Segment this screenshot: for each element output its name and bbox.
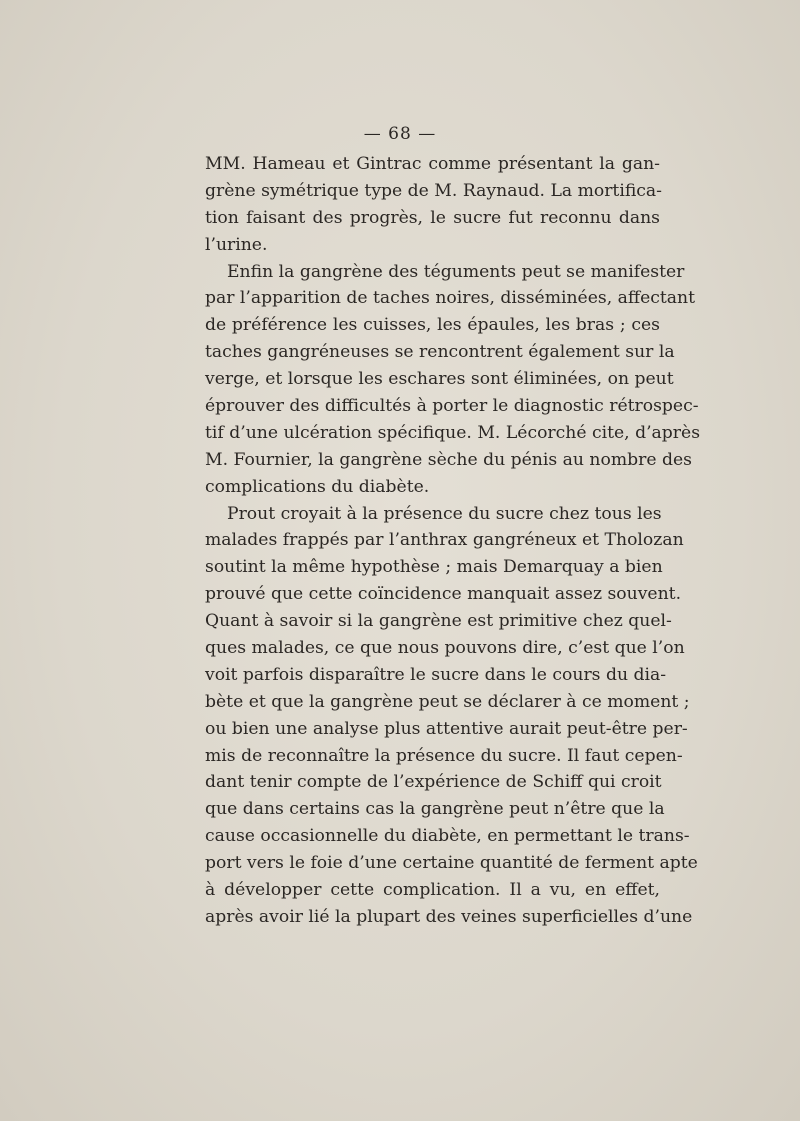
text-line: tif d’une ulcération spécifique. M. Lécorché cite, d’après — [205, 422, 701, 443]
text-line: complications du diabète. — [205, 476, 430, 497]
text-line: voit parfois disparaître le sucre dans le cours du dia- — [205, 664, 667, 685]
text-line: Prout croyait à la présence du sucre chez tous les — [227, 503, 662, 524]
text-line: port vers le foie d’une certaine quantité de ferment apte — [205, 853, 698, 874]
text-line: Enfin la gangrène des téguments peut se manifester — [227, 261, 685, 282]
text-line: éprouver des difficultés à porter le diagnostic rétrospec- — [205, 396, 699, 417]
text-line: grène symétrique type de M. Raynaud. La mortifica- — [205, 180, 662, 201]
text-line: MM. Hameau et Gintrac comme présentant la gan- — [205, 154, 660, 174]
text-line: après avoir lié la plupart des veines superficielles d’une — [205, 906, 693, 927]
text-line: tion faisant des progrès, le sucre fut reconnu dans — [205, 207, 660, 228]
text-line: soutint la même hypothèse ; mais Demarquay a bien — [205, 557, 663, 578]
text-line: verge, et lorsque les eschares sont éliminées, on peut — [205, 369, 674, 390]
text-line: prouvé que cette coïncidence manquait assez souvent. — [205, 584, 682, 605]
text-line: à développer cette complication. Il a vu, en effet, — [205, 880, 660, 901]
text-line: l’urine. — [205, 234, 268, 255]
page-number: — 68 — — [363, 124, 437, 144]
text-line: mis de reconnaître la présence du sucre. Il faut cepen- — [205, 745, 683, 766]
text-line: Quant à savoir si la gangrène est primitive chez quel- — [205, 611, 672, 632]
text-line: malades frappés par l’anthrax gangréneux et Tholozan — [205, 530, 684, 551]
text-line: par l’apparition de taches noires, disséminées, affectant — [205, 288, 696, 309]
text-line: taches gangréneuses se rencontrent également sur la — [205, 342, 675, 363]
text-line: M. Fournier, la gangrène sèche du pénis au nombre des — [205, 449, 692, 470]
text-line: ou bien une analyse plus attentive aurait peut-être per- — [205, 718, 688, 739]
body-text — [205, 151, 701, 931]
text-line: cause occasionnelle du diabète, en permettant le trans- — [205, 826, 690, 847]
text-line: de préférence les cuisses, les épaules, les bras ; ces — [205, 315, 660, 336]
text-line: bète et que la gangrène peut se déclarer à ce moment ; — [205, 691, 690, 712]
text-line: ques malades, ce que nous pouvons dire, c’est que l’on — [205, 638, 685, 659]
text-line: dant tenir compte de l’expérience de Schiff qui croit — [205, 772, 662, 793]
text-line: que dans certains cas la gangrène peut n’être que la — [205, 799, 665, 820]
